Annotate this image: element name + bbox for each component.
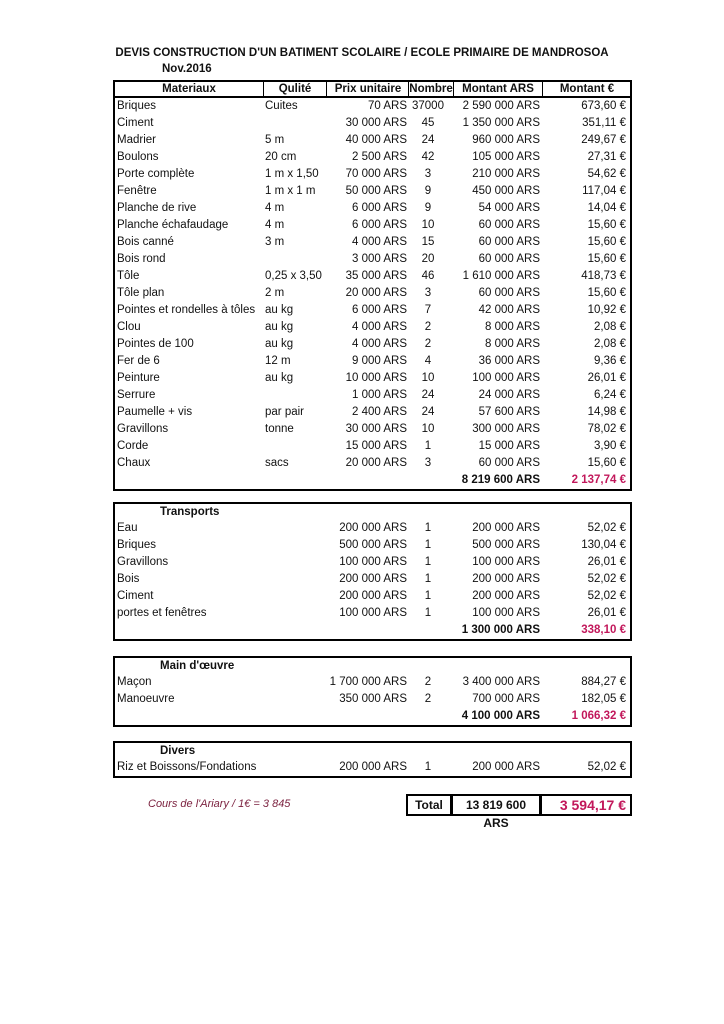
item-amount-eur: 673,60 € bbox=[581, 100, 626, 112]
header-nombre: Nombre bbox=[409, 83, 453, 95]
main-oeuvre-table bbox=[113, 656, 632, 727]
item-quality: 2 m bbox=[265, 287, 285, 299]
item-quantity: 42 bbox=[421, 151, 435, 163]
main-oeuvre-row bbox=[115, 674, 630, 691]
item-unit-price: 20 000 ARS bbox=[345, 287, 407, 299]
materiaux-total-eur: 2 137,74 € bbox=[571, 474, 626, 486]
item-quality: 1 m x 1,50 bbox=[265, 168, 319, 180]
item-amount-eur: 52,02 € bbox=[587, 761, 626, 773]
materiaux-row bbox=[115, 183, 630, 200]
materiaux-row bbox=[115, 115, 630, 132]
grand-total-ars: 13 819 600 ARS bbox=[465, 798, 527, 830]
item-amount-eur: 27,31 € bbox=[587, 151, 626, 163]
item-quantity: 15 bbox=[421, 236, 435, 248]
item-quantity: 1 bbox=[424, 590, 432, 602]
item-name: Ciment bbox=[117, 117, 154, 129]
item-amount-ars: 200 000 ARS bbox=[472, 522, 540, 534]
item-name: portes et fenêtres bbox=[117, 607, 207, 619]
item-amount-ars: 200 000 ARS bbox=[472, 761, 540, 773]
item-quality: 12 m bbox=[265, 355, 291, 367]
divers-row bbox=[115, 759, 630, 776]
item-unit-price: 6 000 ARS bbox=[352, 304, 407, 316]
item-amount-eur: 52,02 € bbox=[587, 590, 626, 602]
item-quality: 4 m bbox=[265, 202, 285, 214]
item-quantity: 9 bbox=[424, 202, 432, 214]
item-unit-price: 100 000 ARS bbox=[339, 607, 407, 619]
item-unit-price: 30 000 ARS bbox=[345, 423, 407, 435]
item-amount-ars: 1 610 000 ARS bbox=[462, 270, 540, 282]
item-name: Bois rond bbox=[117, 253, 166, 265]
item-quantity: 24 bbox=[421, 406, 435, 418]
materiaux-row bbox=[115, 404, 630, 421]
item-quality: tonne bbox=[265, 423, 294, 435]
item-name: Eau bbox=[117, 522, 138, 534]
item-name: Pointes de 100 bbox=[117, 338, 194, 350]
item-unit-price: 30 000 ARS bbox=[345, 117, 407, 129]
item-quantity: 4 bbox=[424, 355, 432, 367]
item-quantity: 7 bbox=[424, 304, 432, 316]
item-name: Briques bbox=[117, 100, 156, 112]
exchange-rate: Cours de l'Ariary / 1€ = 3 845 bbox=[148, 798, 291, 810]
item-unit-price: 50 000 ARS bbox=[345, 185, 407, 197]
item-name: Peinture bbox=[117, 372, 160, 384]
item-amount-ars: 42 000 ARS bbox=[478, 304, 540, 316]
document-title: DEVIS CONSTRUCTION D'UN BATIMENT SCOLAIRE / ECOLE PRIMAIRE DE MANDROSOA bbox=[115, 47, 609, 59]
item-amount-ars: 450 000 ARS bbox=[472, 185, 540, 197]
item-unit-price: 70 000 ARS bbox=[345, 168, 407, 180]
item-amount-ars: 60 000 ARS bbox=[478, 253, 540, 265]
item-amount-eur: 2,08 € bbox=[594, 338, 626, 350]
item-name: Gravillons bbox=[117, 556, 169, 568]
header-montant-ars: Montant ARS bbox=[462, 83, 534, 95]
item-quality: au kg bbox=[265, 372, 294, 384]
item-amount-eur: 3,90 € bbox=[594, 440, 626, 452]
item-amount-ars: 36 000 ARS bbox=[478, 355, 540, 367]
item-name: Riz et Boissons/Fondations bbox=[117, 761, 257, 773]
materiaux-header-row bbox=[115, 82, 630, 98]
item-name: Madrier bbox=[117, 134, 156, 146]
item-amount-eur: 130,04 € bbox=[581, 539, 626, 551]
item-name: Corde bbox=[117, 440, 149, 452]
grand-total-label-box bbox=[406, 794, 452, 816]
item-name: Gravillons bbox=[117, 423, 169, 435]
item-quantity: 9 bbox=[424, 185, 432, 197]
item-amount-ars: 60 000 ARS bbox=[478, 219, 540, 231]
item-quality: 3 m bbox=[265, 236, 285, 248]
materiaux-row bbox=[115, 217, 630, 234]
item-amount-eur: 54,62 € bbox=[587, 168, 626, 180]
item-amount-eur: 10,92 € bbox=[587, 304, 626, 316]
item-quantity: 3 bbox=[424, 168, 432, 180]
item-amount-eur: 26,01 € bbox=[587, 607, 626, 619]
item-quantity: 3 bbox=[424, 287, 432, 299]
item-amount-ars: 100 000 ARS bbox=[472, 556, 540, 568]
item-quality: 4 m bbox=[265, 219, 285, 231]
header-qualite: Qulité bbox=[278, 83, 312, 95]
transport-row bbox=[115, 571, 630, 588]
materiaux-row bbox=[115, 353, 630, 370]
item-name: Clou bbox=[117, 321, 141, 333]
materiaux-row bbox=[115, 200, 630, 217]
item-quality: sacs bbox=[265, 457, 289, 469]
item-amount-eur: 6,24 € bbox=[594, 389, 626, 401]
item-quantity: 24 bbox=[421, 389, 435, 401]
item-unit-price: 6 000 ARS bbox=[352, 202, 407, 214]
item-quality: 5 m bbox=[265, 134, 285, 146]
item-quantity: 1 bbox=[424, 556, 432, 568]
item-amount-ars: 1 350 000 ARS bbox=[462, 117, 540, 129]
item-quantity: 2 bbox=[424, 338, 432, 350]
item-unit-price: 6 000 ARS bbox=[352, 219, 407, 231]
item-amount-ars: 300 000 ARS bbox=[472, 423, 540, 435]
item-quality: au kg bbox=[265, 304, 294, 316]
item-amount-eur: 249,67 € bbox=[581, 134, 626, 146]
item-quantity: 1 bbox=[424, 522, 432, 534]
item-quantity: 20 bbox=[421, 253, 435, 265]
item-amount-eur: 14,04 € bbox=[587, 202, 626, 214]
item-unit-price: 100 000 ARS bbox=[339, 556, 407, 568]
item-amount-ars: 700 000 ARS bbox=[472, 693, 540, 705]
item-unit-price: 40 000 ARS bbox=[345, 134, 407, 146]
item-quality: Cuites bbox=[265, 100, 298, 112]
item-amount-ars: 60 000 ARS bbox=[478, 287, 540, 299]
main-oeuvre-total-row bbox=[115, 708, 630, 725]
item-amount-ars: 200 000 ARS bbox=[472, 590, 540, 602]
item-quantity: 45 bbox=[421, 117, 435, 129]
materiaux-row bbox=[115, 319, 630, 336]
item-name: Tôle plan bbox=[117, 287, 165, 299]
item-quantity: 46 bbox=[421, 270, 435, 282]
item-quantity: 3 bbox=[424, 457, 432, 469]
grand-total-ars-box bbox=[451, 794, 541, 830]
item-amount-eur: 14,98 € bbox=[587, 406, 626, 418]
item-amount-ars: 500 000 ARS bbox=[472, 539, 540, 551]
item-name: Fer de 6 bbox=[117, 355, 160, 367]
item-unit-price: 4 000 ARS bbox=[352, 236, 407, 248]
item-amount-eur: 418,73 € bbox=[581, 270, 626, 282]
materiaux-row bbox=[115, 166, 630, 183]
item-unit-price: 2 400 ARS bbox=[352, 406, 407, 418]
materiaux-row bbox=[115, 370, 630, 387]
materiaux-row bbox=[115, 98, 630, 115]
item-amount-eur: 78,02 € bbox=[587, 423, 626, 435]
item-name: Chaux bbox=[117, 457, 151, 469]
materiaux-row bbox=[115, 268, 630, 285]
item-quality: au kg bbox=[265, 321, 294, 333]
item-amount-ars: 54 000 ARS bbox=[478, 202, 540, 214]
item-quantity: 1 bbox=[424, 761, 432, 773]
item-unit-price: 4 000 ARS bbox=[352, 321, 407, 333]
item-unit-price: 1 000 ARS bbox=[352, 389, 407, 401]
item-amount-eur: 52,02 € bbox=[587, 522, 626, 534]
item-amount-eur: 884,27 € bbox=[581, 676, 626, 688]
transport-row bbox=[115, 537, 630, 554]
item-unit-price: 70 ARS bbox=[368, 100, 407, 112]
item-name: Boulons bbox=[117, 151, 159, 163]
item-amount-ars: 105 000 ARS bbox=[472, 151, 540, 163]
item-quantity: 10 bbox=[421, 372, 435, 384]
item-name: Manoeuvre bbox=[117, 693, 175, 705]
transports-total-row bbox=[115, 622, 630, 639]
item-amount-ars: 960 000 ARS bbox=[472, 134, 540, 146]
item-unit-price: 35 000 ARS bbox=[345, 270, 407, 282]
item-name: Bois bbox=[117, 573, 140, 585]
item-quantity: 24 bbox=[421, 134, 435, 146]
materiaux-row bbox=[115, 302, 630, 319]
transports-title: Transports bbox=[160, 506, 220, 518]
item-quantity: 2 bbox=[424, 676, 432, 688]
item-unit-price: 500 000 ARS bbox=[339, 539, 407, 551]
item-amount-ars: 3 400 000 ARS bbox=[462, 676, 540, 688]
main-oeuvre-title: Main d'œuvre bbox=[160, 660, 235, 672]
item-quantity: 1 bbox=[424, 607, 432, 619]
item-amount-ars: 8 000 ARS bbox=[485, 338, 540, 350]
item-amount-ars: 200 000 ARS bbox=[472, 573, 540, 585]
item-quality: par pair bbox=[265, 406, 304, 418]
item-amount-eur: 26,01 € bbox=[587, 556, 626, 568]
materiaux-row bbox=[115, 455, 630, 472]
item-amount-ars: 24 000 ARS bbox=[478, 389, 540, 401]
transport-row bbox=[115, 605, 630, 622]
item-amount-eur: 26,01 € bbox=[587, 372, 626, 384]
item-quality: 1 m x 1 m bbox=[265, 185, 316, 197]
item-quantity: 2 bbox=[424, 321, 432, 333]
transport-row bbox=[115, 520, 630, 537]
item-unit-price: 10 000 ARS bbox=[345, 372, 407, 384]
item-unit-price: 2 500 ARS bbox=[352, 151, 407, 163]
item-amount-ars: 100 000 ARS bbox=[472, 372, 540, 384]
divers-title: Divers bbox=[160, 745, 196, 757]
item-quality: 20 cm bbox=[265, 151, 297, 163]
item-name: Porte complète bbox=[117, 168, 195, 180]
item-unit-price: 20 000 ARS bbox=[345, 457, 407, 469]
header-prix-unitaire: Prix unitaire bbox=[334, 83, 402, 95]
item-quantity: 1 bbox=[424, 539, 432, 551]
main-oeuvre-row bbox=[115, 691, 630, 708]
item-amount-eur: 182,05 € bbox=[581, 693, 626, 705]
item-name: Serrure bbox=[117, 389, 156, 401]
transports-total-eur: 338,10 € bbox=[581, 624, 626, 636]
item-amount-eur: 15,60 € bbox=[587, 253, 626, 265]
item-amount-ars: 2 590 000 ARS bbox=[462, 100, 540, 112]
grand-total-eur-box bbox=[540, 794, 632, 816]
materiaux-total-row bbox=[115, 472, 630, 489]
item-name: Bois canné bbox=[117, 236, 174, 248]
materiaux-row bbox=[115, 421, 630, 438]
materiaux-table bbox=[113, 80, 632, 491]
materiaux-row bbox=[115, 132, 630, 149]
item-name: Briques bbox=[117, 539, 156, 551]
item-unit-price: 200 000 ARS bbox=[339, 573, 407, 585]
grand-total-label: Total bbox=[415, 798, 443, 812]
item-quantity: 1 bbox=[424, 440, 432, 452]
item-amount-eur: 2,08 € bbox=[594, 321, 626, 333]
item-unit-price: 1 700 000 ARS bbox=[329, 676, 407, 688]
materiaux-row bbox=[115, 438, 630, 455]
materiaux-row bbox=[115, 387, 630, 404]
grand-total-eur: 3 594,17 € bbox=[559, 797, 626, 813]
divers-table bbox=[113, 741, 632, 778]
item-amount-eur: 52,02 € bbox=[587, 573, 626, 585]
item-amount-eur: 351,11 € bbox=[582, 117, 626, 129]
item-unit-price: 200 000 ARS bbox=[339, 761, 407, 773]
item-unit-price: 9 000 ARS bbox=[352, 355, 407, 367]
item-unit-price: 4 000 ARS bbox=[352, 338, 407, 350]
item-unit-price: 350 000 ARS bbox=[339, 693, 407, 705]
main-oeuvre-total-ars: 4 100 000 ARS bbox=[461, 710, 540, 722]
transport-row bbox=[115, 554, 630, 571]
materiaux-row bbox=[115, 336, 630, 353]
item-quantity: 1 bbox=[424, 573, 432, 585]
item-quality: au kg bbox=[265, 338, 294, 350]
main-oeuvre-total-eur: 1 066,32 € bbox=[571, 710, 626, 722]
item-name: Paumelle + vis bbox=[117, 406, 193, 418]
item-name: Tôle bbox=[117, 270, 140, 282]
item-quantity: 2 bbox=[424, 693, 432, 705]
item-amount-ars: 57 600 ARS bbox=[478, 406, 540, 418]
materiaux-row bbox=[115, 285, 630, 302]
header-materiaux: Materiaux bbox=[162, 83, 216, 95]
header-montant-eur: Montant € bbox=[559, 83, 615, 95]
item-name: Pointes et rondelles à tôles bbox=[117, 304, 256, 316]
item-quantity: 10 bbox=[421, 219, 435, 231]
item-name: Planche échafaudage bbox=[117, 219, 229, 231]
transports-total-ars: 1 300 000 ARS bbox=[461, 624, 540, 636]
document-date: Nov.2016 bbox=[162, 63, 212, 75]
item-amount-eur: 117,04 € bbox=[582, 185, 626, 197]
item-amount-eur: 9,36 € bbox=[594, 355, 626, 367]
item-amount-eur: 15,60 € bbox=[587, 457, 626, 469]
item-name: Ciment bbox=[117, 590, 154, 602]
materiaux-total-ars: 8 219 600 ARS bbox=[461, 474, 540, 486]
item-amount-eur: 15,60 € bbox=[587, 287, 626, 299]
item-amount-ars: 60 000 ARS bbox=[478, 457, 540, 469]
item-amount-ars: 60 000 ARS bbox=[478, 236, 540, 248]
item-unit-price: 200 000 ARS bbox=[339, 522, 407, 534]
item-quality: 0,25 x 3,50 bbox=[265, 270, 322, 282]
materiaux-row bbox=[115, 234, 630, 251]
item-amount-ars: 100 000 ARS bbox=[472, 607, 540, 619]
item-quantity: 10 bbox=[421, 423, 435, 435]
item-quantity: 37000 bbox=[412, 100, 444, 112]
transport-row bbox=[115, 588, 630, 605]
item-unit-price: 15 000 ARS bbox=[345, 440, 407, 452]
item-amount-eur: 15,60 € bbox=[587, 236, 626, 248]
item-name: Fenêtre bbox=[117, 185, 157, 197]
item-amount-eur: 15,60 € bbox=[587, 219, 626, 231]
materiaux-row bbox=[115, 251, 630, 268]
item-name: Maçon bbox=[117, 676, 152, 688]
materiaux-row bbox=[115, 149, 630, 166]
transports-table bbox=[113, 502, 632, 641]
item-unit-price: 200 000 ARS bbox=[339, 590, 407, 602]
item-name: Planche de rive bbox=[117, 202, 197, 214]
item-amount-ars: 15 000 ARS bbox=[478, 440, 540, 452]
item-amount-ars: 210 000 ARS bbox=[472, 168, 540, 180]
item-unit-price: 3 000 ARS bbox=[352, 253, 407, 265]
item-amount-ars: 8 000 ARS bbox=[485, 321, 540, 333]
